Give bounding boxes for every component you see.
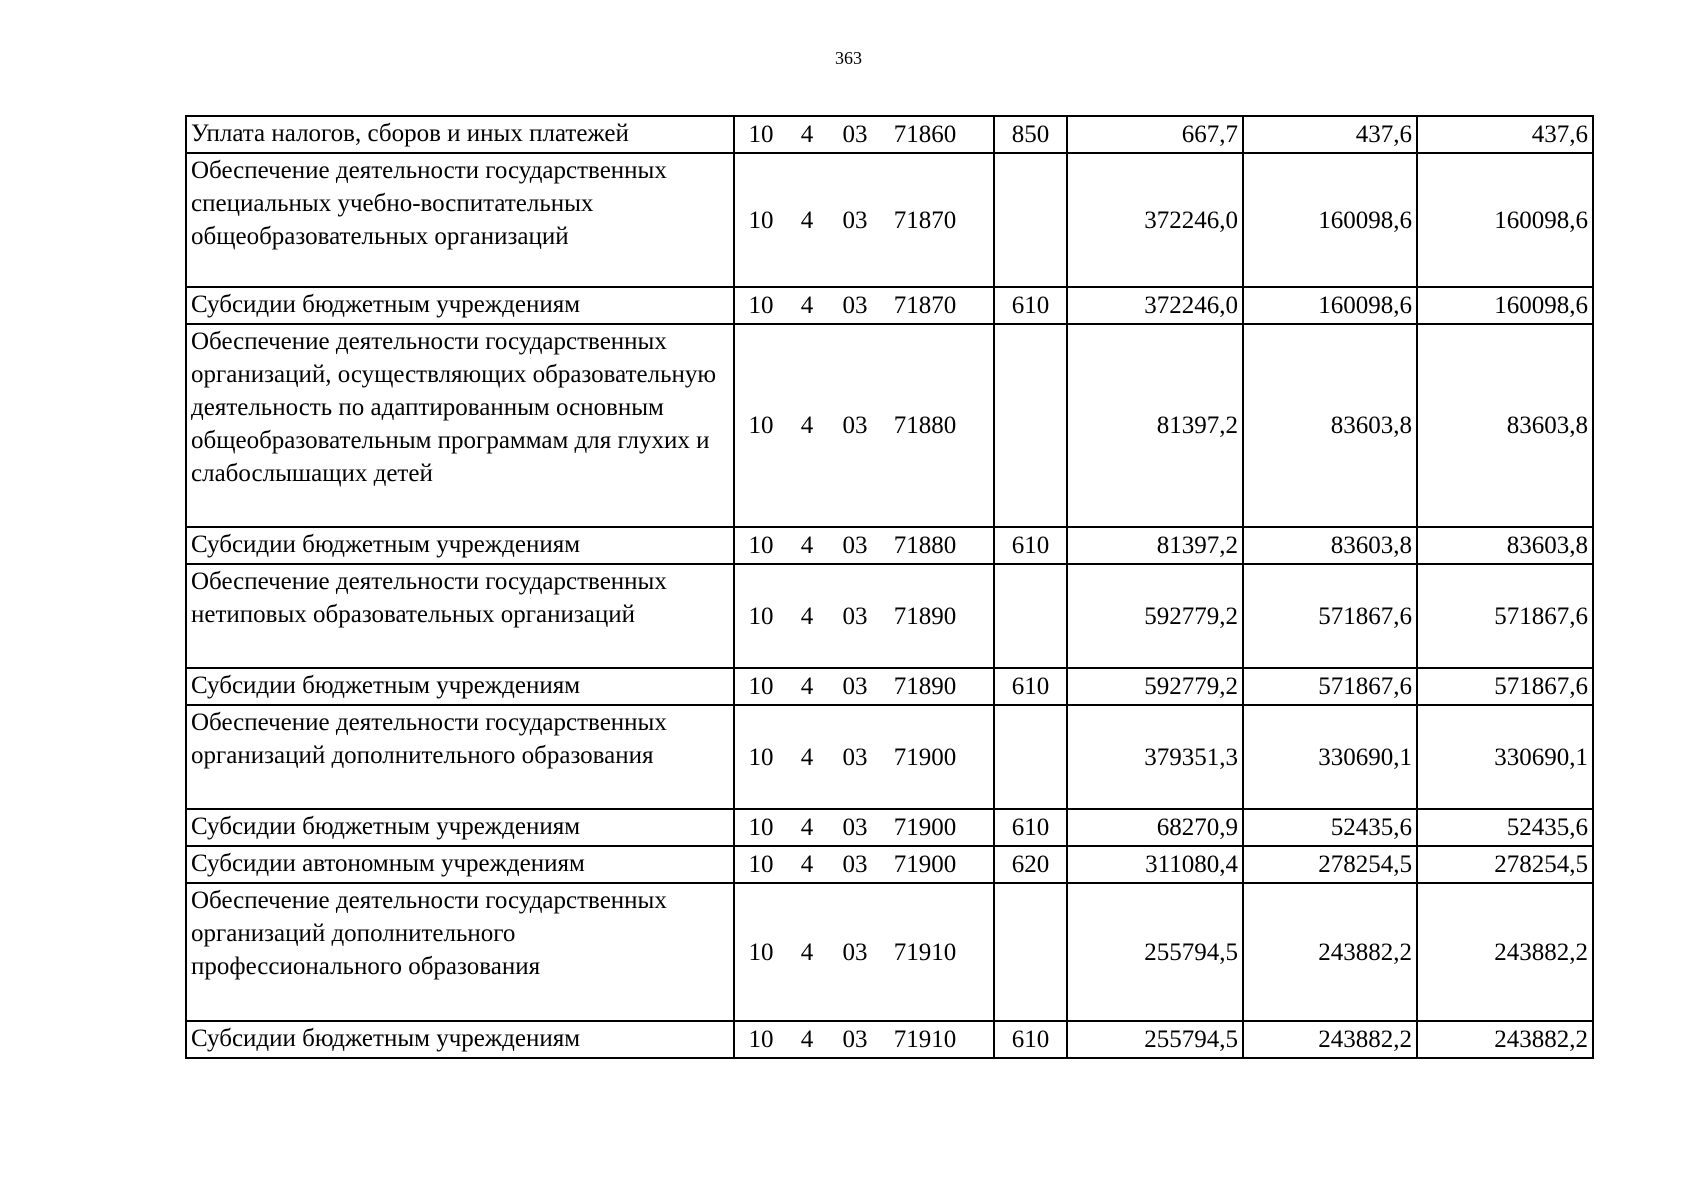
code-group: 03: [842, 673, 868, 700]
row-code: [734, 1021, 994, 1058]
code-section: 10: [748, 602, 774, 630]
row-value-1: 311080,4: [1067, 846, 1243, 883]
table-row: [186, 846, 1593, 883]
row-value-3: 160098,6: [1417, 153, 1593, 287]
code-article: 71890: [893, 602, 957, 630]
row-value-1: 372246,0: [1067, 153, 1243, 287]
table-row: [186, 1021, 1593, 1058]
row-value-3: 278254,5: [1417, 846, 1593, 883]
row-value-3: 437,6: [1417, 116, 1593, 153]
code-group: 03: [842, 602, 868, 630]
row-value-2: 243882,2: [1243, 1021, 1417, 1058]
row-code: [734, 527, 994, 564]
row-value-1: 81397,2: [1067, 527, 1243, 564]
row-code: [734, 153, 994, 287]
code-article: 71860: [893, 121, 957, 148]
row-value-3: 243882,2: [1417, 1021, 1593, 1058]
row-name: Обеспечение деятельности государственных организаций дополнительного профессионального образования: [186, 883, 734, 1021]
row-expense-type: [994, 883, 1067, 1021]
row-code: [734, 116, 994, 153]
row-name: Субсидии бюджетным учреждениям: [186, 809, 734, 846]
code-section: 10: [748, 743, 774, 771]
row-expense-type: 620: [994, 846, 1067, 883]
row-value-3: 52435,6: [1417, 809, 1593, 846]
code-article: 71900: [893, 814, 957, 841]
code-section: 10: [748, 814, 774, 841]
row-name: Обеспечение деятельности государственных организаций дополнительного образования: [186, 705, 734, 809]
code-group: 03: [842, 814, 868, 841]
row-value-1: 255794,5: [1067, 883, 1243, 1021]
code-subprogram: 4: [800, 412, 814, 439]
code-section: 10: [748, 206, 774, 234]
code-article: 71910: [893, 938, 957, 966]
code-subprogram: 4: [800, 292, 814, 319]
page-number: 363: [835, 48, 862, 68]
code-group: 03: [842, 121, 868, 148]
row-value-3: 571867,6: [1417, 668, 1593, 705]
code-section: 10: [748, 851, 774, 878]
row-value-1: 68270,9: [1067, 809, 1243, 846]
row-name: Субсидии бюджетным учреждениям: [186, 527, 734, 564]
code-group: 03: [842, 206, 868, 234]
row-name: Субсидии бюджетным учреждениям: [186, 668, 734, 705]
code-article: 71880: [893, 412, 957, 439]
row-expense-type: 610: [994, 287, 1067, 324]
row-value-3: 83603,8: [1417, 324, 1593, 527]
code-group: 03: [842, 1026, 868, 1053]
row-expense-type: 610: [994, 668, 1067, 705]
table-row: [186, 668, 1593, 705]
row-value-1: 379351,3: [1067, 705, 1243, 809]
code-article: 71890: [893, 673, 957, 700]
row-value-2: 571867,6: [1243, 668, 1417, 705]
row-name: Субсидии автономным учреждениям: [186, 846, 734, 883]
row-value-2: 83603,8: [1243, 527, 1417, 564]
code-subprogram: 4: [800, 1026, 814, 1053]
code-section: 10: [748, 938, 774, 966]
code-article: 71880: [893, 532, 957, 559]
row-value-2: 243882,2: [1243, 883, 1417, 1021]
row-code: [734, 883, 994, 1021]
code-article: 71900: [893, 851, 957, 878]
row-value-2: 52435,6: [1243, 809, 1417, 846]
code-group: 03: [842, 938, 868, 966]
row-value-3: 160098,6: [1417, 287, 1593, 324]
code-subprogram: 4: [800, 814, 814, 841]
code-article: 71910: [893, 1026, 957, 1053]
code-section: 10: [748, 532, 774, 559]
code-subprogram: 4: [800, 121, 814, 148]
code-subprogram: 4: [800, 673, 814, 700]
row-value-1: 667,7: [1067, 116, 1243, 153]
code-article: 71870: [893, 206, 957, 234]
code-section: 10: [748, 292, 774, 319]
table-row: [186, 116, 1593, 153]
row-value-1: 81397,2: [1067, 324, 1243, 527]
code-article: 71870: [893, 292, 957, 319]
row-code: [734, 668, 994, 705]
code-subprogram: 4: [800, 602, 814, 630]
row-value-3: 83603,8: [1417, 527, 1593, 564]
row-expense-type: 610: [994, 809, 1067, 846]
row-value-1: 255794,5: [1067, 1021, 1243, 1058]
table-row: [186, 287, 1593, 324]
row-value-3: 243882,2: [1417, 883, 1593, 1021]
row-value-1: 372246,0: [1067, 287, 1243, 324]
code-group: 03: [842, 851, 868, 878]
table-row: [186, 883, 1593, 1021]
table-row: [186, 564, 1593, 668]
row-code: [734, 705, 994, 809]
row-name: Обеспечение деятельности государственных нетиповых образовательных организаций: [186, 564, 734, 668]
row-code: [734, 846, 994, 883]
row-expense-type: [994, 564, 1067, 668]
code-section: 10: [748, 673, 774, 700]
code-section: 10: [748, 121, 774, 148]
table-row: [186, 153, 1593, 287]
code-subprogram: 4: [800, 851, 814, 878]
row-value-2: 437,6: [1243, 116, 1417, 153]
row-value-3: 330690,1: [1417, 705, 1593, 809]
code-section: 10: [748, 412, 774, 439]
table-row: [186, 324, 1593, 527]
row-value-1: 592779,2: [1067, 564, 1243, 668]
row-code: [734, 324, 994, 527]
row-value-2: 571867,6: [1243, 564, 1417, 668]
table-row: [186, 527, 1593, 564]
code-subprogram: 4: [800, 532, 814, 559]
row-value-1: 592779,2: [1067, 668, 1243, 705]
code-subprogram: 4: [800, 206, 814, 234]
code-group: 03: [842, 532, 868, 559]
row-value-3: 571867,6: [1417, 564, 1593, 668]
row-code: [734, 809, 994, 846]
row-code: [734, 564, 994, 668]
row-expense-type: 610: [994, 527, 1067, 564]
row-expense-type: [994, 153, 1067, 287]
row-value-2: 160098,6: [1243, 287, 1417, 324]
row-expense-type: [994, 324, 1067, 527]
code-subprogram: 4: [800, 938, 814, 966]
row-value-2: 160098,6: [1243, 153, 1417, 287]
row-expense-type: 850: [994, 116, 1067, 153]
code-group: 03: [842, 743, 868, 771]
code-group: 03: [842, 292, 868, 319]
row-value-2: 278254,5: [1243, 846, 1417, 883]
row-code: [734, 287, 994, 324]
code-group: 03: [842, 412, 868, 439]
row-expense-type: [994, 705, 1067, 809]
row-expense-type: 610: [994, 1021, 1067, 1058]
row-name: Уплата налогов, сборов и иных платежей: [186, 116, 734, 153]
code-section: 10: [748, 1026, 774, 1053]
row-name: Обеспечение деятельности государственных организаций, осуществляющих образовательную деятельность по адаптированным основным общеобразовательным программам для глухих и слабослышащих детей: [186, 324, 734, 527]
table-row: [186, 809, 1593, 846]
row-name: Субсидии бюджетным учреждениям: [186, 1021, 734, 1058]
code-subprogram: 4: [800, 743, 814, 771]
table-row: [186, 705, 1593, 809]
row-name: Субсидии бюджетным учреждениям: [186, 287, 734, 324]
row-name: Обеспечение деятельности государственных специальных учебно-воспитательных общеобразовательных организаций: [186, 153, 734, 287]
budget-table: [185, 115, 1594, 1059]
row-value-2: 83603,8: [1243, 324, 1417, 527]
row-value-2: 330690,1: [1243, 705, 1417, 809]
code-article: 71900: [893, 743, 957, 771]
